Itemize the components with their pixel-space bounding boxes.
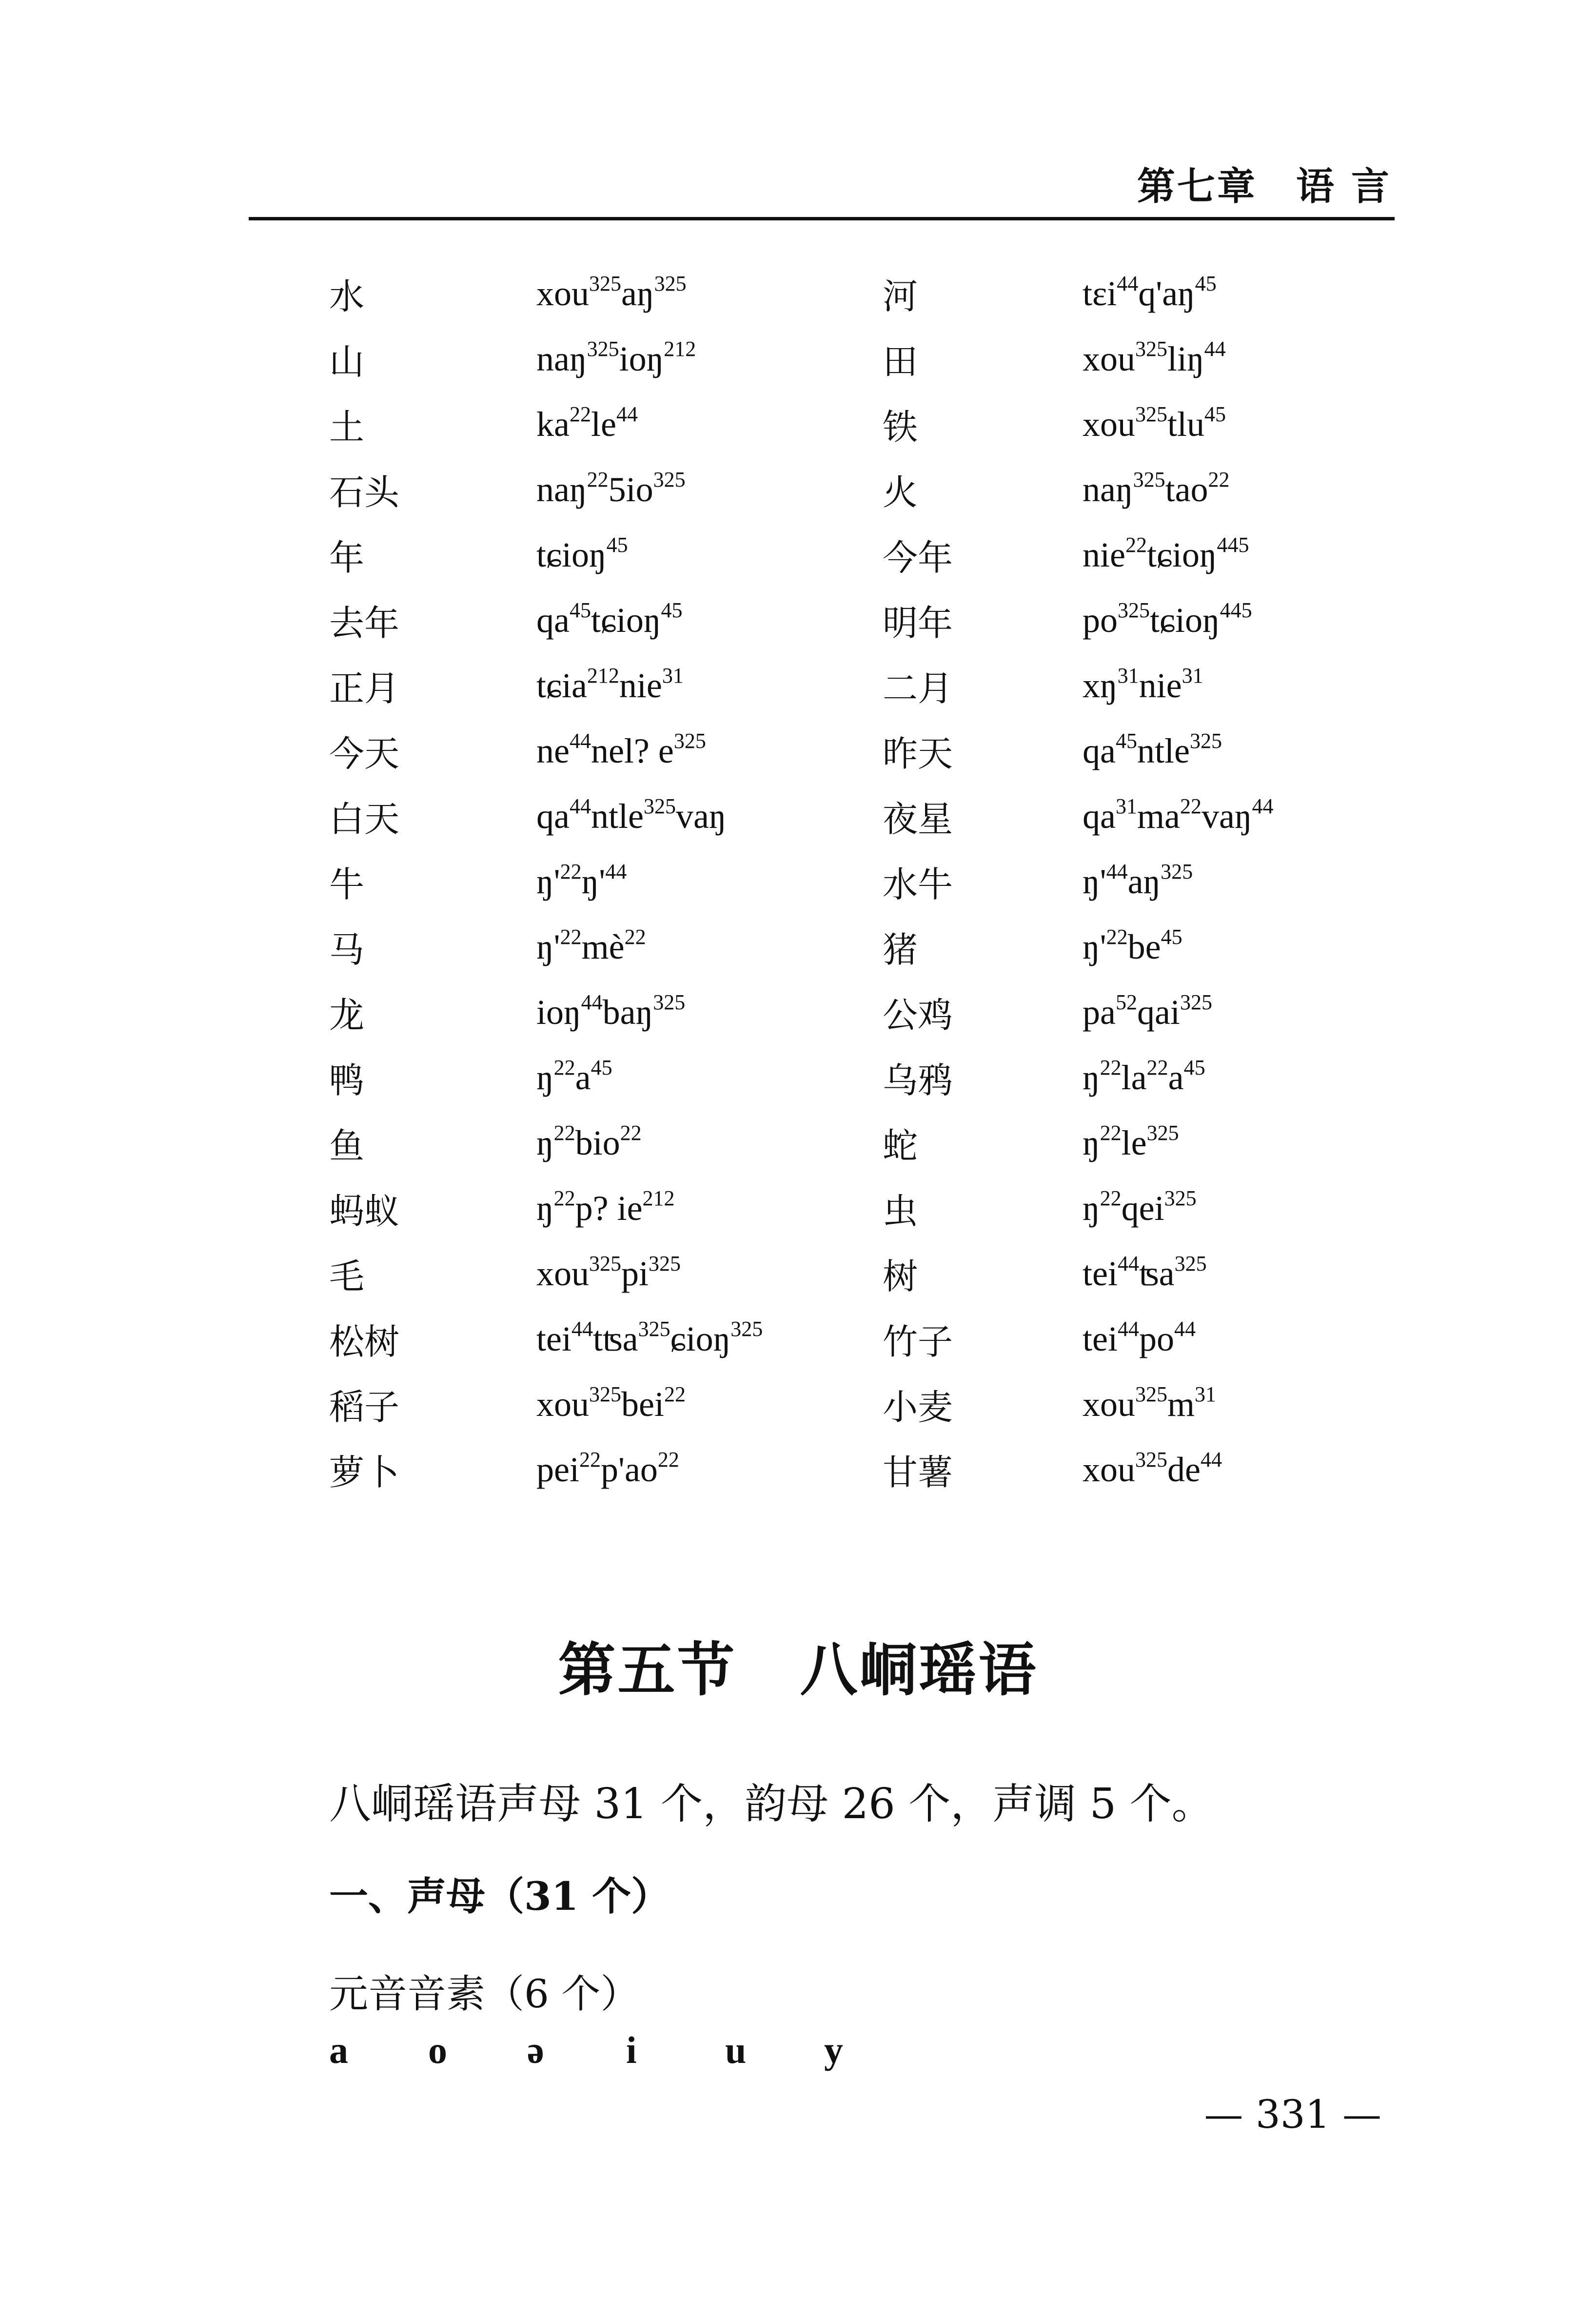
- tone-number: 22: [569, 402, 591, 426]
- tone-number: 22: [553, 1055, 575, 1079]
- syllable: nel? e: [591, 731, 674, 770]
- tone-number: 44: [1117, 1316, 1139, 1341]
- syllable: ʦa: [1139, 1254, 1175, 1293]
- syllable: qai: [1137, 992, 1180, 1032]
- syllable: pi: [621, 1254, 649, 1293]
- tone-number: 325: [1135, 336, 1167, 361]
- tone-number: 45: [606, 532, 628, 557]
- tone-number: 44: [1174, 1316, 1196, 1341]
- tone-number: 325: [1146, 1120, 1179, 1145]
- vocab-row: [329, 522, 1353, 588]
- word-chinese: 去年: [329, 603, 400, 644]
- tone-number: 445: [1220, 598, 1252, 622]
- word-ipa: [536, 924, 883, 967]
- word-ipa: [536, 336, 883, 379]
- syllable: ŋ: [1083, 1058, 1100, 1097]
- tone-number: 44: [1204, 336, 1226, 361]
- word-chinese: 水牛: [883, 864, 953, 905]
- word-chinese: 铁: [883, 407, 918, 448]
- syllable: ŋ': [1083, 862, 1106, 901]
- syllable: xŋ: [1083, 666, 1118, 705]
- vocab-row: [329, 261, 1353, 326]
- word-ipa: [1083, 1251, 1353, 1294]
- tone-number: 325: [653, 990, 686, 1014]
- chapter-title: 语 言: [1296, 164, 1391, 209]
- tone-number: 31: [1182, 663, 1203, 687]
- word-ipa: [536, 532, 883, 575]
- vowel-phoneme: ə: [527, 2029, 544, 2071]
- tone-number: 44: [1117, 1251, 1139, 1275]
- word-ipa: [536, 796, 883, 837]
- syllable: be: [1127, 927, 1161, 966]
- word-chinese: 毛: [329, 1256, 365, 1297]
- word-ipa: [536, 1384, 883, 1425]
- word-ipa: [1083, 1188, 1353, 1229]
- word-ipa: [1083, 796, 1353, 837]
- tone-number: 212: [664, 336, 696, 361]
- word-chinese: 土: [329, 407, 365, 448]
- syllable: ŋ: [536, 1058, 554, 1097]
- tone-number: 44: [1252, 794, 1274, 818]
- tone-number: 325: [1174, 1251, 1207, 1275]
- tone-number: 22: [1125, 532, 1147, 557]
- syllable: ka: [536, 404, 570, 444]
- tone-number: 44: [616, 402, 638, 426]
- word-chinese: 明年: [883, 603, 953, 644]
- word-chinese: 虫: [883, 1191, 918, 1232]
- syllable: aŋ: [1127, 862, 1161, 901]
- syllable: xou: [536, 1254, 589, 1293]
- tone-number: 44: [1106, 859, 1128, 883]
- vocab-row: [329, 914, 1353, 980]
- word-ipa: [1083, 924, 1353, 967]
- word-chinese: 龙: [329, 995, 365, 1036]
- word-ipa: [536, 859, 883, 902]
- syllable: tei: [536, 1319, 571, 1358]
- syllable: p'ao: [600, 1450, 658, 1489]
- tone-number: 325: [1180, 990, 1212, 1014]
- syllable: nie: [619, 666, 662, 705]
- running-header: [1137, 156, 1391, 211]
- tone-number: 325: [1164, 1186, 1197, 1210]
- vocab-row: [329, 718, 1353, 784]
- vocab-row: [329, 1110, 1353, 1176]
- header-rule: [249, 217, 1395, 220]
- tone-number: 44: [569, 728, 591, 753]
- tone-number: 45: [1204, 402, 1226, 426]
- syllable: ne: [536, 731, 570, 770]
- word-ipa: [1083, 728, 1353, 771]
- vowel-phoneme: u: [725, 2029, 747, 2071]
- vocab-row: [329, 326, 1353, 392]
- word-chinese: 竹子: [883, 1321, 953, 1362]
- syllable: tei: [1083, 1319, 1118, 1358]
- syllable: tei: [1083, 1254, 1118, 1293]
- syllable: xou: [536, 1384, 589, 1424]
- vocab-row: [329, 1306, 1353, 1372]
- vocab-row: [329, 588, 1353, 653]
- word-ipa: [536, 1055, 883, 1098]
- syllable: naŋ: [536, 339, 587, 378]
- tone-number: 325: [1135, 1382, 1167, 1406]
- tone-number: 31: [1115, 794, 1137, 818]
- word-chinese: 今年: [883, 537, 953, 578]
- word-ipa: [1083, 271, 1353, 314]
- syllable: tɛi: [1083, 274, 1117, 313]
- tone-number: 325: [1161, 859, 1193, 883]
- syllable: tao: [1165, 470, 1208, 509]
- vowel-phoneme: o: [428, 2029, 447, 2071]
- syllable: bei: [621, 1384, 664, 1424]
- syllable: qa: [536, 796, 570, 836]
- tone-number: 22: [560, 859, 582, 883]
- tone-number: 325: [589, 271, 621, 295]
- word-chinese: 树: [883, 1256, 918, 1297]
- syllable: vaŋ: [1201, 796, 1252, 836]
- syllable: po: [1083, 600, 1118, 640]
- syllable: nie: [1083, 535, 1125, 574]
- tone-number: 45: [661, 598, 683, 622]
- vocab-row: [329, 784, 1353, 849]
- tone-number: 325: [589, 1382, 621, 1406]
- vocab-row: [329, 1372, 1353, 1437]
- vocab-row: [329, 653, 1353, 718]
- syllable: tʦa: [592, 1319, 638, 1358]
- syllable: ŋ: [536, 1123, 554, 1162]
- syllable: ŋ': [536, 927, 560, 966]
- word-ipa: [536, 1316, 883, 1359]
- word-chinese: 甘薯: [883, 1452, 953, 1493]
- word-chinese: 松树: [329, 1321, 400, 1362]
- syllable: bio: [575, 1123, 620, 1162]
- tone-number: 325: [1189, 728, 1222, 753]
- section-name: 八峒瑶语: [800, 1636, 1038, 1704]
- syllable: 5io: [608, 470, 653, 509]
- syllable: ŋ: [1083, 1188, 1100, 1228]
- syllable: ioŋ: [619, 339, 664, 378]
- tone-number: 325: [589, 1251, 621, 1275]
- syllable: tɕioŋ: [1146, 535, 1217, 574]
- word-chinese: 蚂蚁: [329, 1191, 400, 1232]
- word-ipa: [1083, 404, 1353, 445]
- word-ipa: [536, 1188, 883, 1229]
- syllable: ntle: [591, 796, 644, 836]
- tone-number: 22: [1180, 794, 1202, 818]
- syllable: liŋ: [1167, 339, 1204, 378]
- vowel-list: [329, 2028, 923, 2072]
- word-ipa: [1083, 1120, 1353, 1163]
- syllable: tlu: [1167, 404, 1205, 444]
- tone-number: 22: [553, 1120, 575, 1145]
- tone-number: 22: [1100, 1055, 1122, 1079]
- syllable: xou: [1083, 1450, 1135, 1489]
- word-ipa: [536, 600, 883, 641]
- word-ipa: [536, 1120, 883, 1163]
- word-chinese: 今天: [329, 733, 400, 774]
- tone-number: 325: [643, 794, 676, 818]
- word-ipa: [1083, 859, 1353, 902]
- tone-number: 45: [1195, 271, 1217, 295]
- word-ipa: [536, 404, 883, 445]
- section-number: 第五节: [558, 1636, 737, 1704]
- tone-number: 22: [620, 1120, 642, 1145]
- tone-number: 325: [649, 1251, 681, 1275]
- tone-number: 45: [1115, 728, 1137, 753]
- syllable: xou: [536, 274, 589, 313]
- tone-number: 22: [1208, 467, 1230, 491]
- syllable: ma: [1137, 796, 1180, 836]
- word-chinese: 鱼: [329, 1125, 365, 1166]
- vocab-row: [329, 1045, 1353, 1110]
- tone-number: 45: [569, 598, 591, 622]
- syllable: mè: [581, 927, 625, 966]
- tone-number: 22: [624, 924, 646, 949]
- syllable: ioŋ: [536, 992, 581, 1032]
- word-chinese: 田: [883, 341, 918, 382]
- word-chinese: 河: [883, 276, 918, 317]
- tone-number: 22: [1146, 1055, 1168, 1079]
- tone-number: 22: [560, 924, 582, 949]
- syllable: le: [591, 404, 616, 444]
- tone-number: 325: [730, 1316, 763, 1341]
- tone-number: 44: [1117, 271, 1139, 295]
- tone-number: 212: [642, 1186, 675, 1210]
- tone-number: 45: [591, 1055, 612, 1079]
- syllable: xou: [1083, 404, 1135, 444]
- tone-number: 325: [654, 271, 687, 295]
- syllable: p? ie: [575, 1188, 643, 1228]
- tone-number: 22: [553, 1186, 575, 1210]
- tone-number: 22: [1106, 924, 1128, 949]
- tone-number: 325: [1133, 467, 1165, 491]
- chapter-label: 第七章: [1137, 164, 1257, 209]
- syllable: ŋ': [581, 862, 606, 901]
- tone-number: 325: [1135, 1447, 1167, 1471]
- vowel-phoneme: i: [626, 2029, 637, 2071]
- syllable: qa: [536, 600, 570, 640]
- syllable: ŋ: [1083, 1123, 1100, 1162]
- vowel-phoneme: y: [824, 2029, 843, 2071]
- syllable: pa: [1083, 992, 1116, 1032]
- tone-number: 325: [638, 1316, 670, 1341]
- tone-number: 22: [579, 1447, 601, 1471]
- tone-number: 22: [1100, 1186, 1122, 1210]
- syllable: po: [1139, 1319, 1174, 1358]
- syllable: qa: [1083, 796, 1116, 836]
- vocab-row: [329, 1241, 1353, 1306]
- word-chinese: 石头: [329, 472, 400, 513]
- intro-text: 八峒瑶语声母 31 个，韵母 26 个，声调 5 个。: [329, 1780, 1214, 1828]
- vocabulary-table: [329, 261, 1353, 1502]
- word-chinese: 年: [329, 537, 365, 578]
- word-chinese: 水: [329, 276, 365, 317]
- vocab-row: [329, 980, 1353, 1045]
- word-ipa: [536, 467, 883, 510]
- word-chinese: 牛: [329, 864, 365, 905]
- syllable: ntle: [1137, 731, 1190, 770]
- tone-number: 325: [1135, 402, 1167, 426]
- tone-number: 45: [1183, 1055, 1205, 1079]
- tone-number: 44: [569, 794, 591, 818]
- syllable: vaŋ: [675, 796, 727, 836]
- word-ipa: [1083, 336, 1353, 379]
- initials-heading: 一、声母（31 个）: [329, 1873, 670, 1919]
- word-ipa: [536, 663, 883, 706]
- word-chinese: 正月: [329, 668, 400, 709]
- word-chinese: 小麦: [883, 1387, 953, 1428]
- syllable: naŋ: [536, 470, 587, 509]
- syllable: tɕioŋ: [1150, 600, 1220, 640]
- tone-number: 22: [1100, 1120, 1122, 1145]
- word-ipa: [536, 728, 883, 771]
- tone-number: 325: [1118, 598, 1150, 622]
- word-chinese: 二月: [883, 668, 953, 709]
- word-ipa: [1083, 532, 1353, 575]
- tone-number: 45: [1161, 924, 1182, 949]
- syllable: nie: [1139, 666, 1182, 705]
- syllable: xou: [1083, 1384, 1135, 1424]
- vocab-row: [329, 457, 1353, 522]
- word-ipa: [1083, 992, 1353, 1033]
- syllable: ɕioŋ: [670, 1319, 731, 1358]
- page-number: — 331 —: [1204, 2092, 1381, 2137]
- syllable: tɕioŋ: [536, 535, 607, 574]
- syllable: qei: [1121, 1188, 1164, 1228]
- syllable: la: [1121, 1058, 1147, 1097]
- word-ipa: [1083, 1055, 1353, 1098]
- word-chinese: 山: [329, 341, 365, 382]
- word-chinese: 白天: [329, 799, 400, 840]
- word-chinese: 乌鸦: [883, 1060, 953, 1101]
- word-chinese: 马: [329, 929, 365, 970]
- syllable: naŋ: [1083, 470, 1133, 509]
- tone-number: 52: [1115, 990, 1137, 1014]
- syllable: aŋ: [621, 274, 654, 313]
- tone-number: 44: [571, 1316, 593, 1341]
- syllable: le: [1121, 1123, 1147, 1162]
- section-title: [0, 1624, 1596, 1707]
- syllable: tɕia: [536, 666, 587, 705]
- tone-number: 22: [657, 1447, 679, 1471]
- syllable: a: [1168, 1058, 1184, 1097]
- syllable: pei: [536, 1450, 579, 1489]
- word-chinese: 猪: [883, 929, 918, 970]
- vowel-heading: 元音音素（6 个）: [329, 1971, 640, 2017]
- word-chinese: 萝卜: [329, 1452, 400, 1493]
- word-ipa: [536, 1447, 883, 1490]
- syllable: a: [575, 1058, 591, 1097]
- syllable: tɕioŋ: [591, 600, 661, 640]
- word-ipa: [1083, 1316, 1353, 1359]
- vocab-row: [329, 1437, 1353, 1502]
- syllable: ŋ: [536, 1188, 554, 1228]
- tone-number: 325: [673, 728, 706, 753]
- word-ipa: [1083, 1384, 1353, 1425]
- word-ipa: [1083, 467, 1353, 510]
- syllable: baŋ: [602, 992, 653, 1032]
- word-chinese: 夜星: [883, 799, 953, 840]
- tone-number: 22: [664, 1382, 686, 1406]
- syllable: ŋ': [1083, 927, 1106, 966]
- vocab-row: [329, 1176, 1353, 1241]
- tone-number: 31: [1117, 663, 1139, 687]
- syllable: qa: [1083, 731, 1116, 770]
- word-ipa: [1083, 600, 1353, 641]
- tone-number: 325: [587, 336, 619, 361]
- tone-number: 31: [662, 663, 684, 687]
- tone-number: 44: [1200, 1447, 1222, 1471]
- syllable: m: [1167, 1384, 1195, 1424]
- word-chinese: 蛇: [883, 1125, 918, 1166]
- word-chinese: 稻子: [329, 1387, 400, 1428]
- vowel-phoneme: a: [329, 2029, 348, 2071]
- word-chinese: 鸭: [329, 1060, 365, 1101]
- vocab-row: [329, 849, 1353, 914]
- syllable: xou: [1083, 339, 1135, 378]
- tone-number: 212: [587, 663, 619, 687]
- tone-number: 44: [605, 859, 627, 883]
- syllable: de: [1167, 1450, 1201, 1489]
- vocab-row: [329, 392, 1353, 457]
- word-ipa: [536, 992, 883, 1033]
- word-ipa: [536, 271, 883, 314]
- word-ipa: [1083, 663, 1353, 706]
- tone-number: 22: [587, 467, 609, 491]
- tone-number: 445: [1217, 532, 1249, 557]
- tone-number: 325: [653, 467, 686, 491]
- tone-number: 44: [581, 990, 603, 1014]
- word-chinese: 昨天: [883, 733, 953, 774]
- tone-number: 31: [1195, 1382, 1217, 1406]
- syllable: ŋ': [536, 862, 560, 901]
- word-chinese: 公鸡: [883, 995, 953, 1036]
- syllable: q'aŋ: [1138, 274, 1195, 313]
- word-ipa: [1083, 1447, 1353, 1490]
- word-chinese: 火: [883, 472, 918, 513]
- word-ipa: [536, 1251, 883, 1294]
